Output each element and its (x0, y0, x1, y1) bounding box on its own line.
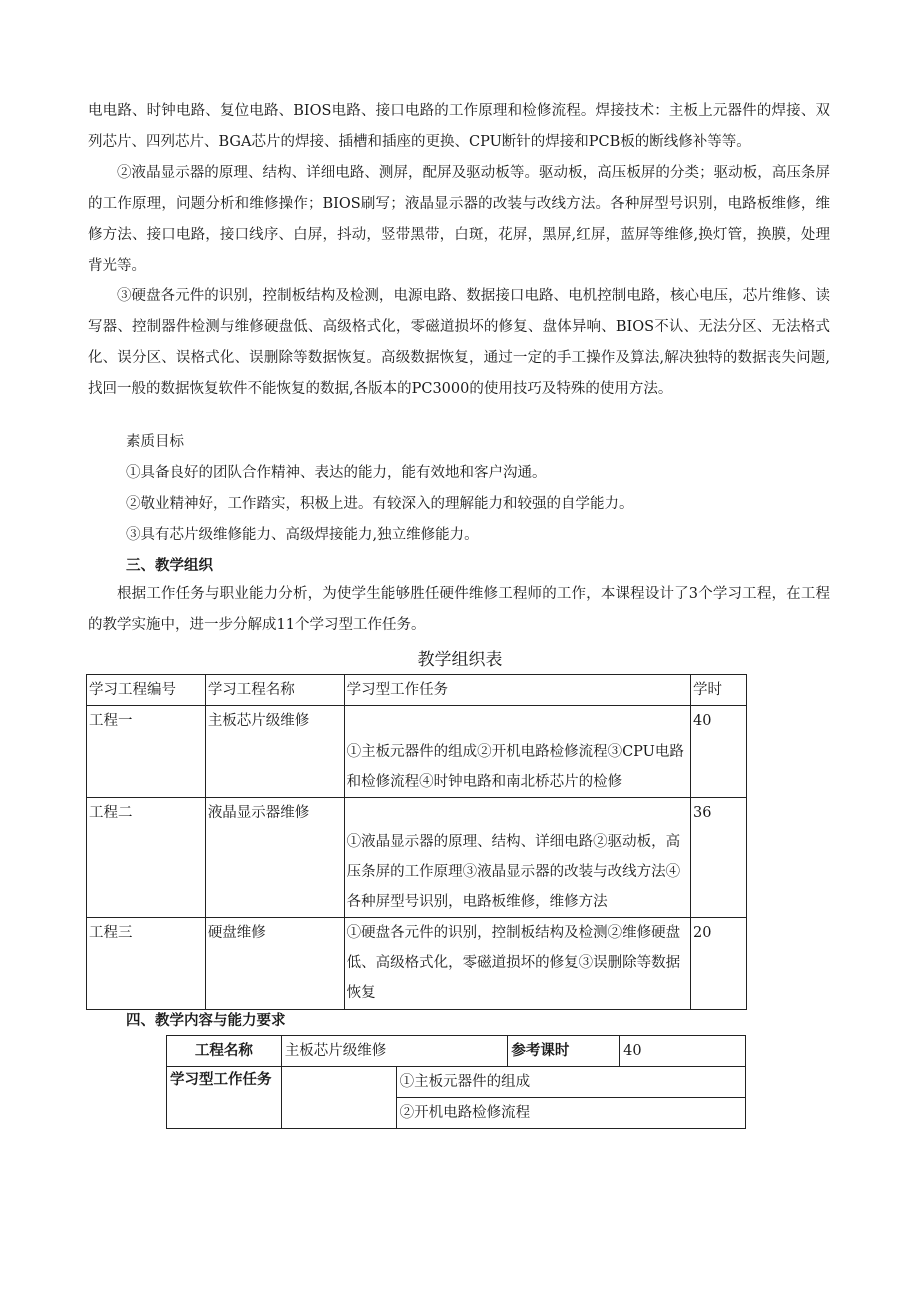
lcd-paragraph: ②液晶显示器的原理、结构、详细电路、测屏，配屏及驱动板等。驱动板，高压板屏的分类；驱动板，高压条屏的工作原理，问题分析和维修操作；BIOS刷写；液晶显示器的改装与改线方法。各种屏型号识别，电路板维修，维修方法、接口电路，接口线序、白屏，抖动，竖带黑带，白斑，花屏，黑屏,红屏，蓝屏等维修,换灯管，换膜，处理背光等。 (88, 165, 830, 274)
intro-paragraph: 电电路、时钟电路、复位电路、BIOS电路、接口电路的工作原理和检修流程。焊接技术：主板上元器件的焊接、双列芯片、四列芯片、BGA芯片的焊接、插槽和插座的更换、CPU断针的焊接和PCB板的断线修补等等。 (88, 103, 830, 150)
table-row (167, 1067, 746, 1098)
org-table (86, 674, 747, 1010)
table-row (87, 706, 747, 798)
project-id: 工程一 (87, 706, 206, 798)
project-name-value: 主板芯片级维修 (281, 1036, 508, 1067)
column-header: 学时 (691, 675, 747, 706)
quality-item: ①具备良好的团队合作精神、表达的能力，能有效地和客户沟通。 (126, 465, 547, 481)
column-header: 学习型工作任务 (344, 675, 690, 706)
project-name: 液晶显示器维修 (205, 798, 344, 918)
task-item: ①主板元器件的组成 (396, 1067, 745, 1098)
section3-heading: 三、教学组织 (126, 558, 213, 574)
project-tasks: ①硬盘各元件的识别，控制板结构及检测②维修硬盘低、高级格式化，零磁道损坏的修复③误删除等数据恢复 (344, 918, 690, 1010)
project-tasks: ①主板元器件的组成②开机电路检修流程③CPU电路和检修流程④时钟电路和南北桥芯片的检修 (344, 706, 690, 798)
project-name: 主板芯片级维修 (205, 706, 344, 798)
task-label: 学习型工作任务 (167, 1067, 282, 1129)
org-table-title: 教学组织表 (417, 650, 503, 670)
quality-title: 素质目标 (126, 434, 184, 450)
project-tasks: ①液晶显示器的原理、结构、详细电路②驱动板，高压条屏的工作原理③液晶显示器的改装与改线方法④各种屏型号识别，电路板维修，维修方法 (344, 798, 690, 918)
project-detail-header-row (167, 1036, 746, 1067)
quality-item: ②敬业精神好，工作踏实，积极上进。有较深入的理解能力和较强的自学能力。 (126, 496, 634, 512)
project-id: 工程三 (87, 918, 206, 1010)
project-hours: 36 (691, 798, 747, 918)
table-row (87, 798, 747, 918)
task-item: ②开机电路检修流程 (396, 1098, 745, 1129)
project-name-label: 工程名称 (167, 1036, 282, 1067)
project-id: 工程二 (87, 798, 206, 918)
column-header: 学习工程名称 (205, 675, 344, 706)
project-name: 硬盘维修 (205, 918, 344, 1010)
section3-body: 根据工作任务与职业能力分析，为使学生能够胜任硬件维修工程师的工作，本课程设计了3个学习工程，在工程的教学实施中，进一步分解成11个学习型工作任务。 (88, 586, 830, 633)
section4-heading: 四、教学内容与能力要求 (126, 1013, 286, 1029)
table-row (87, 918, 747, 1010)
reference-hours-value: 40 (620, 1036, 746, 1067)
project-detail-table (166, 1035, 746, 1129)
column-header: 学习工程编号 (87, 675, 206, 706)
quality-item: ③具有芯片级维修能力、高级焊接能力,独立维修能力。 (126, 527, 479, 543)
reference-hours-label: 参考课时 (508, 1036, 620, 1067)
project-hours: 40 (691, 706, 747, 798)
org-table-header-row (87, 675, 747, 706)
disk-paragraph: ③硬盘各元件的识别，控制板结构及检测，电源电路、数据接口电路、电机控制电路，核心电压，芯片维修、读写器、控制器件检测与维修硬盘低、高级格式化，零磁道损坏的修复、盘体异响、BIOS不认、无法分区、无法格式化、误分区、误格式化、误删除等数据恢复。高级数据恢复，通过一定的手工操作及算法,解决独特的数据丧失问题,找回一般的数据恢复软件不能恢复的数据,各版本的PC3000的使用技巧及特殊的使用方法。 (88, 288, 830, 397)
project-hours: 20 (691, 918, 747, 1010)
